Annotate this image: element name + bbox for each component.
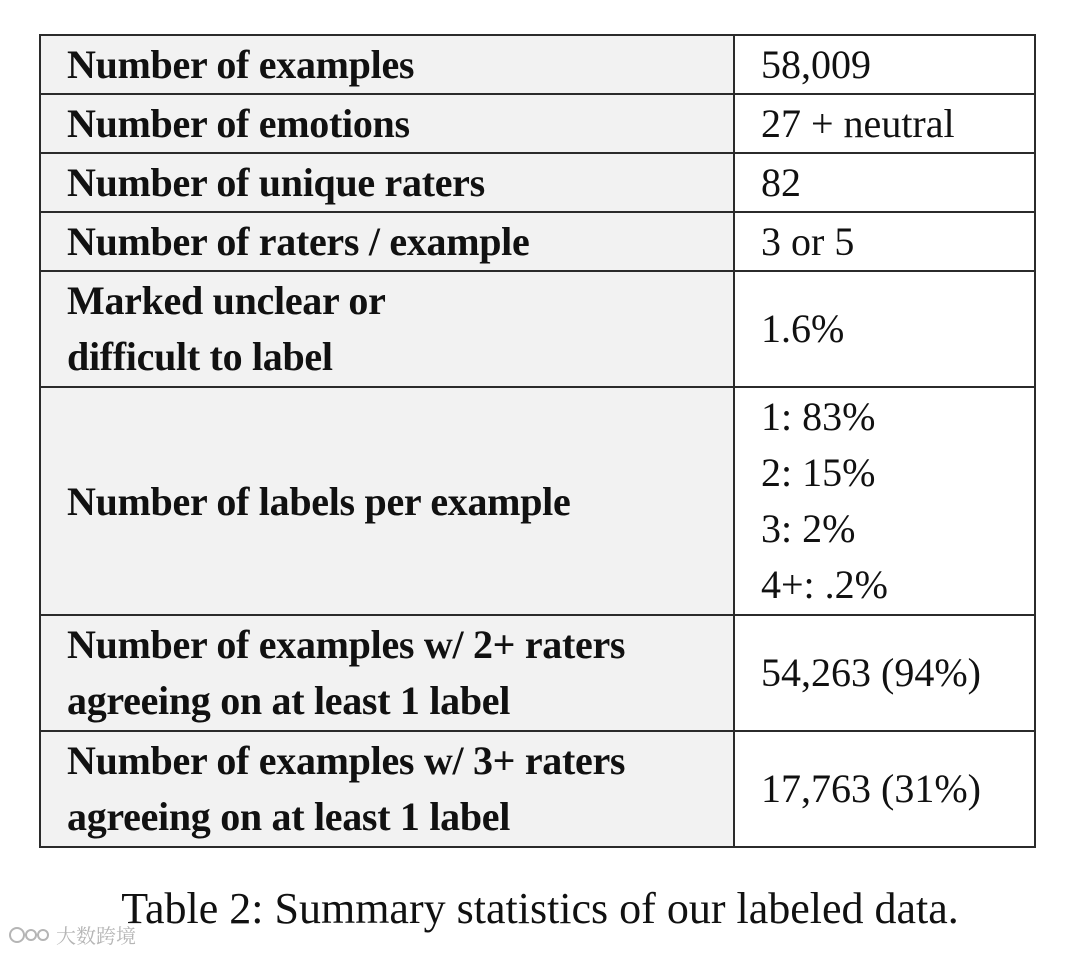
table-caption: Table 2: Summary statistics of our labeled data. (121, 884, 959, 933)
table-row (40, 35, 1035, 94)
row-value-line: 4+: .2% (761, 562, 888, 607)
brand-logo-icon (8, 924, 52, 946)
row-label-line: agreeing on at least 1 label (67, 794, 511, 839)
table-row (40, 615, 1035, 731)
row-label-line: difficult to label (67, 334, 333, 379)
row-value: 82 (734, 153, 1035, 212)
row-label: Number of labels per example (40, 387, 734, 615)
row-label (40, 271, 734, 387)
row-value: 3 or 5 (734, 212, 1035, 271)
table-row (40, 271, 1035, 387)
row-label-line: Number of examples w/ 3+ raters (67, 738, 626, 783)
row-label: Number of examples (40, 35, 734, 94)
row-value: 58,009 (734, 35, 1035, 94)
table-row (40, 387, 1035, 615)
table-row (40, 153, 1035, 212)
row-label-line: Marked unclear or (67, 278, 386, 323)
row-value: 27 + neutral (734, 94, 1035, 153)
watermark-text: 大数跨境 (56, 924, 136, 948)
summary-statistics-table (39, 34, 1036, 848)
row-value-line: 3: 2% (761, 506, 856, 551)
watermark (8, 920, 136, 949)
row-label-line: Number of examples w/ 2+ raters (67, 622, 626, 667)
row-label: Number of unique raters (40, 153, 734, 212)
row-value: 1.6% (734, 271, 1035, 387)
row-label: Number of emotions (40, 94, 734, 153)
row-label (40, 731, 734, 847)
row-value (734, 387, 1035, 615)
row-label-line: agreeing on at least 1 label (67, 678, 511, 723)
row-value-line: 2: 15% (761, 450, 876, 495)
row-value-line: 1: 83% (761, 394, 876, 439)
row-label (40, 615, 734, 731)
row-label: Number of raters / example (40, 212, 734, 271)
table-row (40, 94, 1035, 153)
row-value: 54,263 (94%) (734, 615, 1035, 731)
table-row (40, 731, 1035, 847)
table-row (40, 212, 1035, 271)
row-value: 17,763 (31%) (734, 731, 1035, 847)
